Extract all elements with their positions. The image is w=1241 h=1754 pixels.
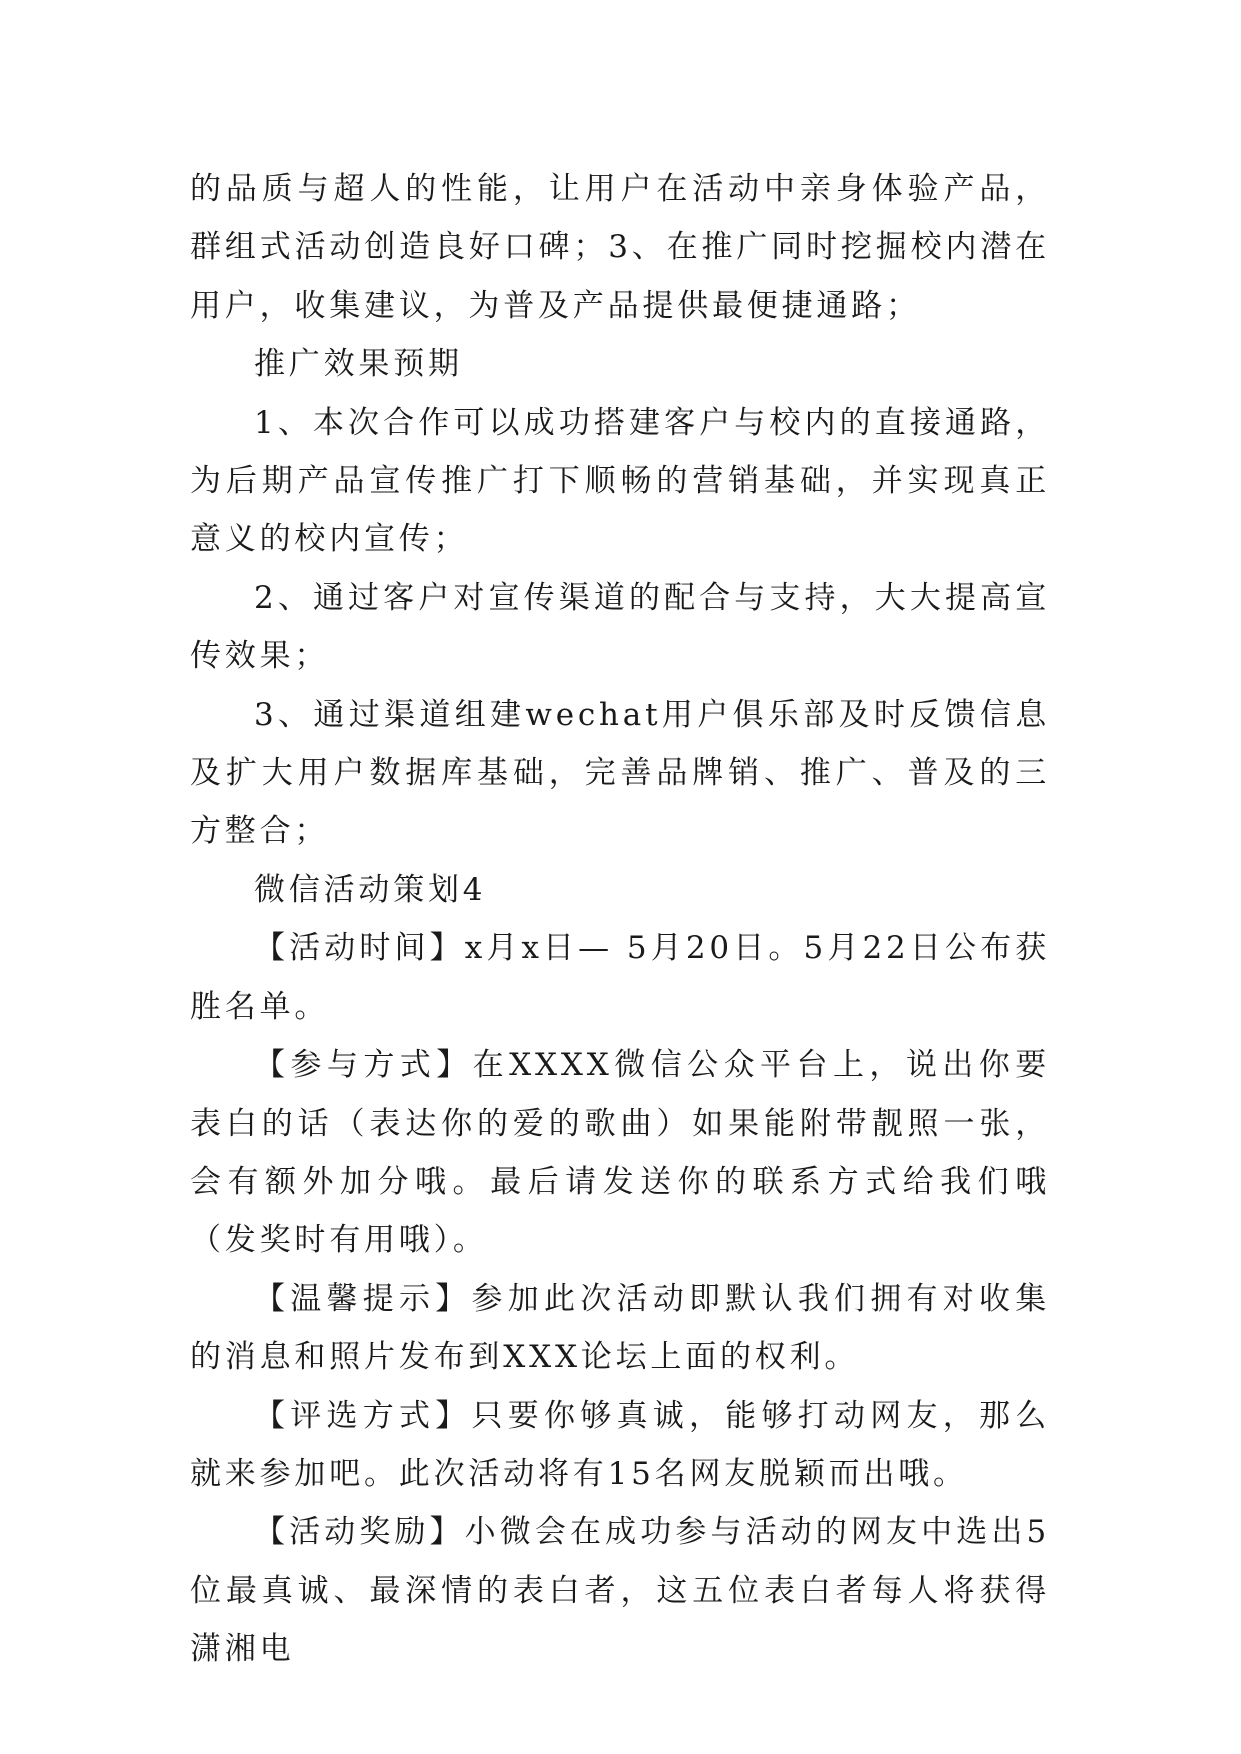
paragraph-selection: 【评选方式】只要你够真诚，能够打动网友，那么就来参加吧。此次活动将有15名网友脱颖而出哦。: [190, 1397, 1050, 1492]
paragraph-reminder: 【温馨提示】参加此次活动即默认我们拥有对收集的消息和照片发布到XXX论坛上面的权利。: [190, 1280, 1050, 1376]
paragraph-item-3: 3、通过渠道组建wechat用户俱乐部及时反馈信息及扩大用户数据库基础，完善品牌销、推广、普及的三方整合；: [190, 696, 1050, 850]
paragraph-continuation: 的品质与超人的性能，让用户在活动中亲身体验产品，群组式活动创造良好口碑；3、在推广同时挖掘校内潜在用户，收集建议，为普及产品提供最便捷通路；: [190, 171, 1050, 324]
paragraph-item-1: 1、本次合作可以成功搭建客户与校内的直接通路，为后期产品宣传推广打下顺畅的营销基础，并实现真正意义的校内宣传；: [190, 404, 1050, 558]
paragraph-item-2: 2、通过客户对宣传渠道的配合与支持，大大提高宣传效果；: [190, 579, 1050, 675]
heading-wechat-plan-4: 微信活动策划4: [254, 871, 487, 908]
document-page: [190, 160, 1050, 1679]
paragraph-reward: 【活动奖励】小微会在成功参与活动的网友中选出5位最真诚、最深情的表白者，这五位表白者每人将获得潇湘电: [190, 1514, 1050, 1668]
paragraph-participation: 【参与方式】在XXXX微信公众平台上，说出你要表白的话（表达你的爱的歌曲）如果能附带靓照一张，会有额外加分哦。最后请发送你的联系方式给我们哦（发奖时有用哦）。: [190, 1047, 1050, 1259]
paragraph-activity-time: 【活动时间】x月x日— 5月20日。5月22日公布获胜名单。: [190, 930, 1050, 1025]
heading-promotion-effect: 推广效果预期: [254, 346, 463, 383]
